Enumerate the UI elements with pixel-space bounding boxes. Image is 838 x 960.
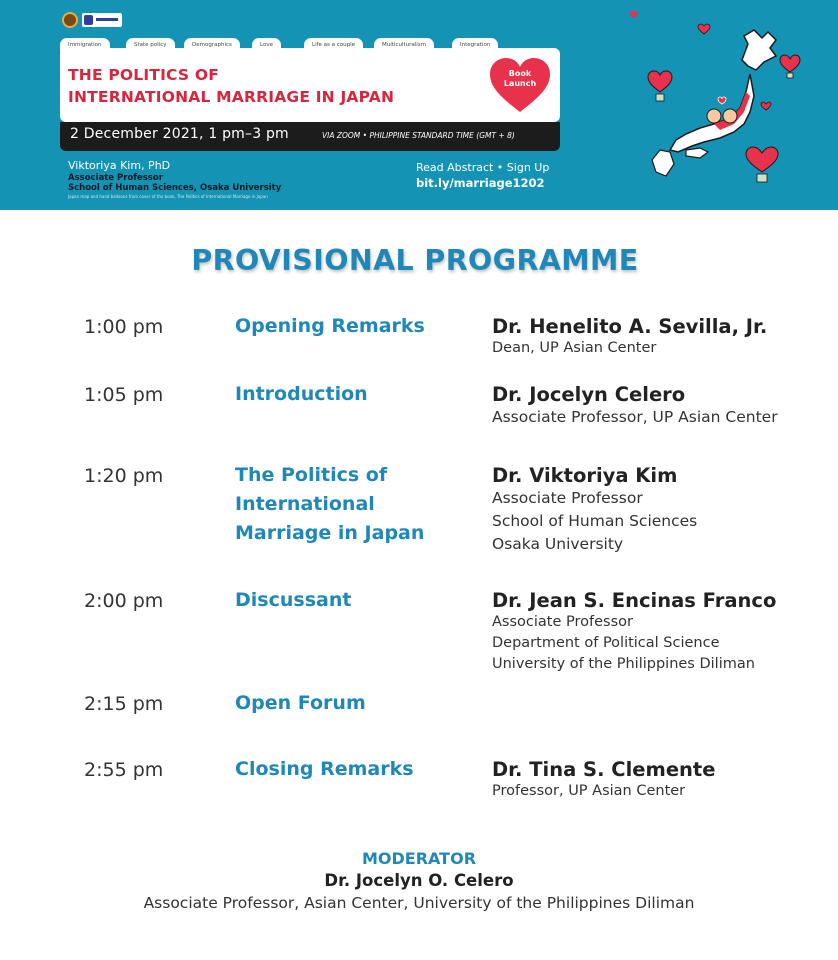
speaker-affiliation: Associate Professor xyxy=(492,489,643,507)
person-face-icon xyxy=(723,109,737,123)
heart-balloon-icon xyxy=(746,147,778,182)
speaker-block xyxy=(492,759,715,802)
speaker-block xyxy=(492,465,697,556)
topic-tab: Integration xyxy=(452,38,498,52)
event-venue: VIA ZOOM • PHILIPPINE STANDARD TIME (GMT + 8) xyxy=(322,131,515,140)
topic-tab: State policy xyxy=(126,38,175,52)
speaker-name: Dr. Jocelyn Celero xyxy=(492,383,686,406)
speaker-name: Dr. Henelito A. Sevilla, Jr. xyxy=(492,315,768,338)
session-time: 1:20 pm xyxy=(84,465,164,487)
topic-tab: Life as a couple xyxy=(304,38,363,52)
event-banner xyxy=(0,0,838,210)
speaker-affiliation: School of Human Sciences xyxy=(492,512,698,530)
badge-line-1: Book xyxy=(508,69,532,78)
moderator-role: Associate Professor, Asian Center, University of the Philippines Diliman xyxy=(143,894,695,912)
image-credit: Japan map and hand balloons from cover of the book, The Politics of International Marriage in Japan xyxy=(68,194,268,199)
speaker-affiliation: Osaka University xyxy=(492,535,624,553)
moderator-label: MODERATOR xyxy=(361,849,477,868)
book-title-line-1: THE POLITICS OF xyxy=(68,66,220,84)
person-face-icon xyxy=(707,109,721,123)
japan-map-illustration xyxy=(630,0,838,210)
session-time: 2:00 pm xyxy=(84,590,164,612)
book-title-line-2: INTERNATIONAL MARRIAGE IN JAPAN xyxy=(68,88,395,106)
speaker-block xyxy=(492,590,776,675)
up-seal-logo xyxy=(62,12,78,28)
hokkaido-shape xyxy=(742,30,776,70)
moderator-name: Dr. Jocelyn O. Celero xyxy=(324,871,514,890)
speaker-affiliation: Professor, UP Asian Center xyxy=(492,783,686,799)
session-title: The Politics of International Marriage in Japan xyxy=(235,464,425,544)
session-time: 1:00 pm xyxy=(84,316,164,338)
heart-balloon-icon xyxy=(780,55,800,78)
kyushu-shape xyxy=(652,150,674,176)
speaker-affiliation: Department of Political Science xyxy=(492,635,720,651)
author-name: Viktoriya Kim, PhD xyxy=(68,159,171,172)
speaker-affiliation: Associate Professor xyxy=(492,614,633,630)
session-title: Opening Remarks xyxy=(235,315,425,337)
session-title: Discussant xyxy=(235,589,352,611)
moderator-block xyxy=(0,848,838,914)
session-title: Open Forum xyxy=(235,692,366,714)
topic-tab: Demographics xyxy=(184,38,240,52)
speaker-name: Dr. Viktoriya Kim xyxy=(492,464,678,487)
author-block xyxy=(68,158,281,201)
author-role-2: School of Human Sciences, Osaka University xyxy=(68,183,282,193)
book-launch-badge xyxy=(488,69,552,89)
read-abstract-signup-text: Read Abstract • Sign Up xyxy=(416,161,550,174)
shikoku-shape xyxy=(686,148,708,158)
session-time: 1:05 pm xyxy=(84,384,164,406)
book-title-card xyxy=(60,48,560,122)
topic-tab: Multiculturalism xyxy=(374,38,434,52)
session-time: 2:15 pm xyxy=(84,693,164,715)
badge-line-2: Launch xyxy=(503,79,537,88)
logos xyxy=(62,12,122,28)
speaker-name: Dr. Tina S. Clemente xyxy=(492,758,716,781)
speaker-block xyxy=(492,384,778,429)
asian-center-logo xyxy=(82,13,122,27)
session-title: Introduction xyxy=(235,383,368,405)
session-title: Closing Remarks xyxy=(235,758,414,780)
speaker-name: Dr. Jean S. Encinas Franco xyxy=(492,589,777,612)
programme-title: PROVISIONAL PROGRAMME xyxy=(191,244,639,277)
date-bar xyxy=(60,122,560,151)
topic-tab: Love xyxy=(252,38,281,52)
speaker-affiliation: University of the Philippines Diliman xyxy=(492,656,755,672)
speaker-affiliation: Associate Professor, UP Asian Center xyxy=(492,408,778,426)
speaker-block xyxy=(492,316,767,359)
speaker-affiliation: Dean, UP Asian Center xyxy=(492,340,657,356)
signup-link[interactable]: bit.ly/marriage1202 xyxy=(416,176,545,190)
signup-block xyxy=(416,160,549,192)
topic-tab: Immigration xyxy=(60,38,110,52)
heart-balloon-icon xyxy=(648,71,672,101)
event-date: 2 December 2021, 1 pm–3 pm xyxy=(70,126,289,142)
session-time: 2:55 pm xyxy=(84,759,164,781)
author-role-1: Associate Professor xyxy=(68,173,163,183)
